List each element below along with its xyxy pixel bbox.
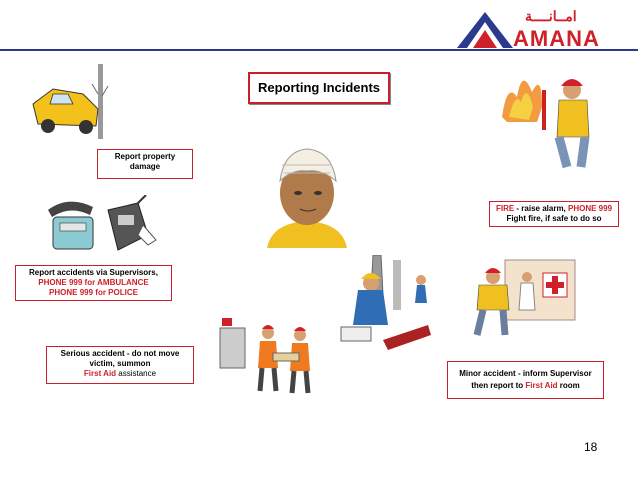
serious-line-2 — [50, 369, 190, 379]
property-damage-text: Report property damage — [114, 152, 176, 171]
injured-worker-illustration — [333, 255, 443, 370]
minor-line-1: Minor accident - inform Supervisor — [459, 369, 592, 378]
logo-arabic-text: امــانــــة — [525, 8, 577, 24]
fire-fighter-illustration — [497, 62, 607, 172]
minor-first-aid: First Aid — [525, 381, 558, 390]
fire-mid-text: - raise alarm, — [514, 204, 568, 213]
minor-accident-box — [447, 361, 604, 399]
page-title: Reporting Incidents — [248, 72, 390, 104]
accidents-line-1: Report accidents via Supervisors, — [29, 268, 158, 277]
stretcher-carry-illustration — [218, 313, 328, 403]
accidents-line-3: PHONE 999 for POLICE — [49, 288, 138, 297]
minor-tail-text: room — [557, 381, 580, 390]
amana-logo — [455, 6, 635, 50]
minor-pre-text: then report to — [471, 381, 526, 390]
face-illustration — [262, 143, 352, 248]
accidents-line-2: PHONE 999 for AMBULANCE — [38, 278, 149, 287]
property-damage-box — [97, 149, 193, 179]
serious-first-aid: First Aid — [83, 369, 117, 378]
telephones-illustration — [38, 195, 158, 265]
crashed-car-illustration — [28, 64, 118, 144]
first-aid-room-illustration — [465, 255, 580, 340]
fire-line-1 — [493, 204, 615, 214]
logo-triangle-icon — [455, 8, 515, 48]
minor-line-2 — [451, 380, 600, 392]
report-accidents-box — [15, 265, 172, 301]
serious-line-1: Serious accident - do not move victim, summon — [60, 349, 180, 368]
logo-name: AMANA — [513, 26, 600, 51]
fire-label: FIRE — [495, 204, 515, 213]
serious-accident-box — [46, 346, 194, 384]
fire-line-2: Fight fire, if safe to do so — [506, 214, 602, 223]
page-number: 18 — [584, 440, 598, 454]
fire-phone: PHONE 999 — [568, 204, 613, 213]
fire-box — [489, 201, 619, 227]
serious-tail-text: assistance — [116, 369, 157, 378]
